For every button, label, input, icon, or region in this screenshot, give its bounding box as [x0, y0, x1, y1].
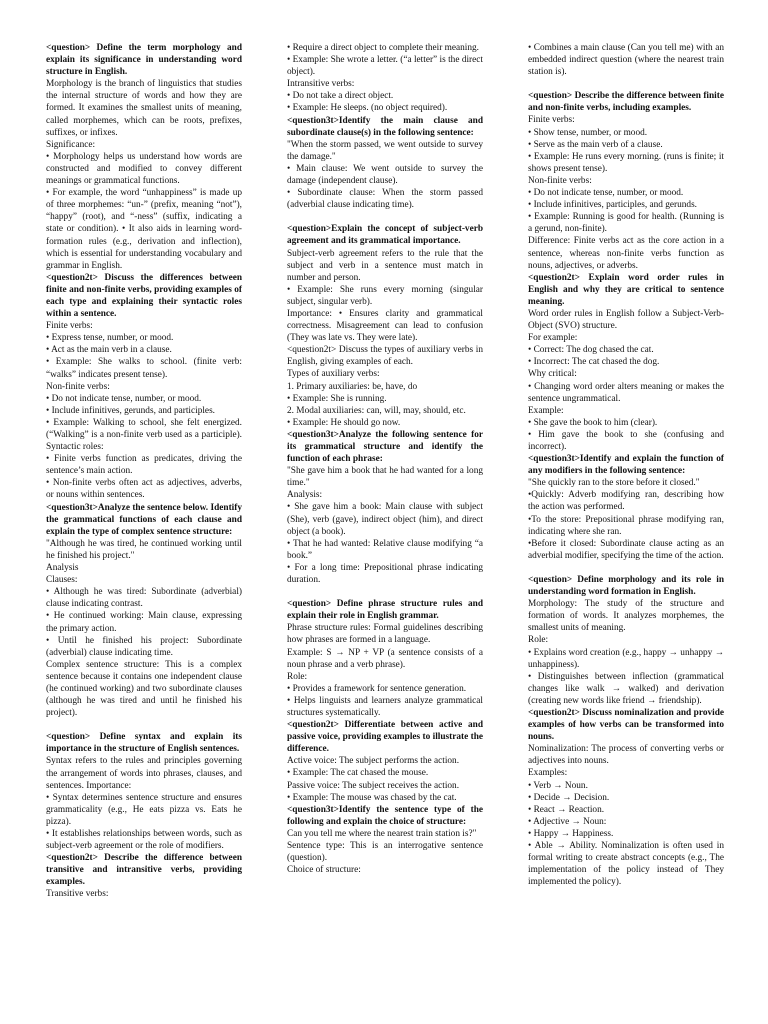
body-paragraph: • Act as the main verb in a clause. — [46, 345, 172, 356]
body-paragraph: • Although he was tired: Subordinate (adverbial) clause indicating contrast. — [46, 587, 242, 610]
body-paragraph: • He continued working: Main clause, expressing the primary action. — [46, 611, 242, 634]
body-paragraph: • Non-finite verbs often act as adjectives, adverbs, or nouns within sentences. — [46, 478, 242, 501]
question-heading: <question2t> Differentiate between active and passive voice, providing examples to illustrate the difference. — [287, 720, 483, 755]
body-paragraph: Complex sentence structure: This is a complex sentence because it contains one independent clause (he continued working) and two subordinate clauses (although he was tired and until he finished his project). — [46, 659, 242, 719]
body-paragraph: •Quickly: Adverb modifying ran, describing how the action was performed. — [528, 490, 724, 513]
body-paragraph: • Changing word order alters meaning or makes the sentence ungrammatical. — [528, 381, 724, 404]
question-heading: <question> Define morphology and its role in understanding word formation in English. — [528, 574, 724, 598]
body-paragraph: • Syntax determines sentence structure and ensures grammaticality (e.g., He eats pizza vs. Eats he pizza). — [46, 792, 242, 827]
body-paragraph: • Example: She wrote a letter. (“a letter” is the direct object). — [287, 55, 483, 78]
body-paragraph: • Require a direct object to complete their meaning. — [287, 43, 479, 53]
body-paragraph: Morphology is the branch of linguistics that studies the internal structure of words and how they are formed. It examines the smallest units of meaning, called morphemes, which can be roots, prefixes, suffixes, or infixes. — [46, 79, 242, 138]
body-paragraph: • Verb → Noun. — [528, 780, 588, 791]
body-paragraph: • Example: Running is good for health. (Running is a gerund, non-finite). — [528, 212, 724, 235]
body-paragraph: • Include infinitives, participles, and gerunds. — [528, 200, 698, 211]
body-paragraph: Difference: Finite verbs act as the core action in a sentence, whereas non-finite verbs function as nouns, adjectives, or adverbs. — [528, 236, 724, 271]
body-paragraph: • She gave the book to him (clear). — [528, 417, 658, 428]
body-paragraph: • For example, the word “unhappiness” is made up of three morphemes: “un-” (prefix, meaning “not”), “happy” (root), and “-ness” (suffix, indicating a state or condition). • It also aids in learning word-formation rules (e.g., derivation and inflection), which is essential for understanding vocabulary and grammar in English. — [46, 188, 242, 271]
body-paragraph: •Before it closed: Subordinate clause acting as an adverbial modifier, specifying the time of the action. — [528, 538, 724, 561]
text-column-2 — [287, 42, 483, 1024]
body-paragraph: "When the storm passed, we went outside to survey the damage." — [287, 139, 483, 162]
body-paragraph: Word order rules in English follow a Subject-Verb-Object (SVO) structure. — [528, 308, 724, 332]
body-paragraph: • Example: She runs every morning (singular subject, singular verb). — [287, 284, 483, 307]
body-paragraph: •To the store: Prepositional phrase modifying ran, indicating where she ran. — [528, 514, 724, 537]
question-heading: <question3t>Analyze the following sentence for its grammatical structure and identify the function of each phrase: — [287, 429, 483, 465]
body-paragraph: • For a long time: Prepositional phrase indicating duration. — [287, 562, 483, 586]
body-paragraph: • Example: The mouse was chased by the cat. — [287, 792, 457, 803]
body-paragraph: Clauses: — [46, 575, 78, 586]
text-column-1 — [46, 42, 242, 1024]
body-paragraph: • Correct: The dog chased the cat. — [528, 345, 654, 356]
text-column-3 — [528, 42, 724, 1024]
body-paragraph: <question2t> Discuss the types of auxiliary verbs in English, giving examples of each. — [287, 345, 483, 368]
body-paragraph: • Happy → Happiness. — [528, 828, 614, 839]
body-paragraph: "She quickly ran to the store before it closed." — [528, 478, 700, 489]
body-paragraph: Phrase structure rules: Formal guidelines describing how phrases are formed in a language. — [287, 623, 483, 646]
body-paragraph: Examples: — [528, 768, 568, 779]
body-paragraph: "She gave him a book that he had wanted for a long time." — [287, 466, 483, 489]
body-paragraph: • Example: The cat chased the mouse. — [287, 768, 429, 779]
body-paragraph: 1. Primary auxiliaries: be, have, do — [287, 381, 418, 392]
question-heading: <question2t> Discuss the differences between finite and non-finite verbs, providing examples of each type and explaining their syntactic roles within a sentence. — [46, 272, 242, 320]
question-heading: <question> Describe the difference between finite and non-finite verbs, including examples. — [528, 91, 724, 114]
body-paragraph: Passive voice: The subject receives the action. — [287, 780, 460, 791]
body-paragraph: • React → Reaction. — [528, 804, 605, 815]
body-paragraph: For example: — [528, 333, 578, 344]
question-heading: <question3t>Analyze the sentence below. Identify the grammatical functions of each clause and explain the type of complex sentence structure: — [46, 502, 242, 537]
body-paragraph: • Show tense, number, or mood. — [528, 127, 648, 138]
body-paragraph: Role: — [528, 635, 549, 646]
body-paragraph: • Finite verbs function as predicates, driving the sentence’s main action. — [46, 454, 242, 477]
body-paragraph: 2. Modal auxiliaries: can, will, may, should, etc. — [287, 405, 466, 416]
question-heading: <question> Define the term morphology and explain its significance in understanding word structure in English. — [46, 43, 242, 78]
body-paragraph: Types of auxiliary verbs: — [287, 369, 380, 380]
question-heading: <question3t>Identify the main clause and subordinate clause(s) in the following sentence: — [287, 115, 483, 138]
body-paragraph: • Able → Ability. Nominalization is often used in formal writing to create abstract concepts (e.g., The implementation of the policy instead of They implemented the policy). — [528, 841, 724, 888]
body-paragraph: • Incorrect: The cat chased the dog. — [528, 357, 660, 368]
body-paragraph: • It establishes relationships between words, such as subject-verb agreement or the role of modifiers. — [46, 829, 242, 852]
body-paragraph: • Distinguishes between inflection (grammatical changes like walk → walked) and derivation (creating new words like friend → friendship). — [528, 671, 724, 706]
question-heading: <question> Define syntax and explain its importance in the structure of English sentences. — [46, 732, 242, 755]
body-paragraph: Choice of structure: — [287, 865, 361, 876]
body-paragraph: Analysis: — [287, 490, 323, 501]
body-paragraph: • Do not indicate tense, number, or mood. — [46, 393, 202, 404]
body-paragraph: • Example: He runs every morning. (runs is finite; it shows present tense). — [528, 151, 724, 174]
body-paragraph: Finite verbs: — [46, 321, 93, 332]
question-heading: <question3t>Identify the sentence type of the following and explain the choice of structure: — [287, 804, 483, 827]
body-paragraph: Importance: • Ensures clarity and grammatical correctness. Misagreement can lead to confusion (They was late vs. They were late). — [287, 308, 483, 344]
body-paragraph: • Example: He sleeps. (no object required). — [287, 103, 448, 114]
body-paragraph: Role: — [287, 671, 308, 682]
body-paragraph: • Morphology helps us understand how words are constructed and modified to convey different meanings or grammatical functions. — [46, 151, 242, 187]
body-paragraph: Syntax refers to the rules and principles governing the arrangement of words into phrases, clauses, and sentences. Importance: — [46, 756, 242, 791]
body-paragraph: Intransitive verbs: — [287, 79, 355, 90]
body-paragraph: Nominalization: The process of converting verbs or adjectives into nouns. — [528, 744, 724, 767]
body-paragraph: • Serve as the main verb of a clause. — [528, 139, 663, 150]
body-paragraph: • Main clause: We went outside to survey the damage (independent clause). — [287, 163, 483, 187]
body-paragraph: Non-finite verbs: — [528, 175, 592, 186]
question-heading: <question2t> Describe the difference between transitive and intransitive verbs, providing examples. — [46, 853, 242, 888]
body-paragraph: Why critical: — [528, 369, 577, 380]
question-heading: <question2t> Explain word order rules in English and why they are critical to sentence meaning. — [528, 272, 724, 307]
body-paragraph: • Include infinitives, gerunds, and participles. — [46, 405, 216, 416]
body-paragraph: Non-finite verbs: — [46, 381, 110, 392]
body-paragraph: Subject-verb agreement refers to the rule that the subject and verb in a sentence must match in number and person. — [287, 248, 483, 283]
body-paragraph: • Subordinate clause: When the storm passed (adverbial clause indicating time). — [287, 188, 483, 211]
question-heading: <question> Define phrase structure rules and explain their role in English grammar. — [287, 599, 483, 622]
body-paragraph: • Example: Walking to school, she felt energized. (“Walking” is a non-finite verb used as a participle). Syntactic roles: — [46, 417, 242, 453]
body-paragraph: • Decide → Decision. — [528, 792, 610, 803]
body-paragraph: • Him gave the book to she (confusing and incorrect). — [528, 429, 724, 452]
body-paragraph: • That he had wanted: Relative clause modifying “a book.” — [287, 538, 483, 561]
body-paragraph: Sentence type: This is an interrogative sentence (question). — [287, 841, 483, 864]
question-heading: <question3t>Identify and explain the function of any modifiers in the following sentence: — [528, 454, 724, 477]
body-paragraph: • Example: She is running. — [287, 393, 387, 404]
body-paragraph: • Explains word creation (e.g., happy → unhappy → unhappiness). — [528, 647, 724, 670]
body-paragraph: • Helps linguists and learners analyze grammatical structures systematically. — [287, 695, 483, 718]
body-paragraph: Example: — [528, 405, 564, 416]
body-paragraph: Active voice: The subject performs the action. — [287, 756, 460, 767]
body-paragraph: Example: S → NP + VP (a sentence consists of a noun phrase and a verb phrase). — [287, 647, 483, 670]
body-paragraph: "Although he was tired, he continued working until he finished his project." — [46, 538, 242, 561]
body-paragraph: • Example: She walks to school. (finite verb: “walks” indicates present tense). — [46, 357, 242, 380]
body-paragraph: • Until he finished his project: Subordinate (adverbial) clause indicating time. — [46, 635, 242, 658]
body-paragraph: Transitive verbs: — [46, 889, 109, 900]
body-paragraph: • Express tense, number, or mood. — [46, 333, 174, 344]
body-paragraph: • Example: He should go now. — [287, 417, 401, 428]
body-paragraph: Finite verbs: — [528, 115, 575, 126]
body-paragraph: • She gave him a book: Main clause with subject (She), verb (gave), indirect object (him), and direct object (a book). — [287, 502, 483, 537]
question-heading: <question>Explain the concept of subject-verb agreement and its grammatical importance. — [287, 224, 483, 247]
body-paragraph: • Do not take a direct object. — [287, 91, 394, 102]
body-paragraph: • Adjective → Noun: — [528, 816, 607, 827]
body-paragraph: Significance: — [46, 139, 96, 150]
body-paragraph: Can you tell me where the nearest train station is?" — [287, 828, 477, 839]
body-paragraph: Analysis — [46, 563, 79, 574]
body-paragraph: • Do not indicate tense, number, or mood. — [528, 188, 684, 199]
body-paragraph: Morphology: The study of the structure and formation of words. It analyzes morphemes, the smallest units of meaning. — [528, 599, 724, 634]
body-paragraph: • Combines a main clause (Can you tell me) with an embedded indirect question (where the nearest train station is). — [528, 43, 724, 78]
body-paragraph: • Provides a framework for sentence generation. — [287, 683, 467, 694]
question-heading: <question2t> Discuss nominalization and provide examples of how verbs can be transformed into nouns. — [528, 707, 724, 743]
